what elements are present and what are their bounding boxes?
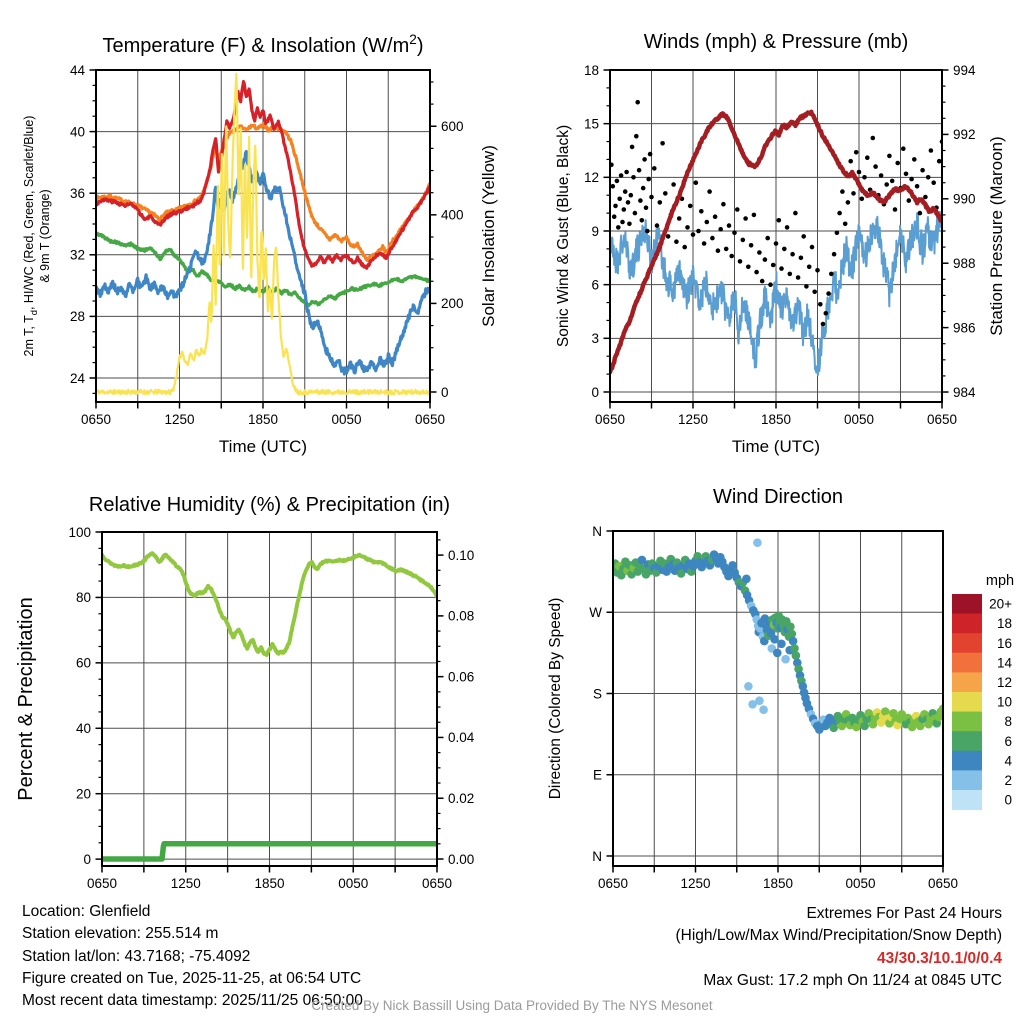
winds-pressure-layers [609,100,944,375]
svg-text:0.00: 0.00 [448,851,475,867]
svg-text:44: 44 [69,62,85,78]
svg-text:1250: 1250 [677,412,709,427]
station-location: Location: Glenfield [22,903,151,920]
svg-text:0650: 0650 [421,876,453,891]
svg-text:E: E [592,767,602,783]
svg-text:28: 28 [69,309,85,325]
svg-text:200: 200 [441,296,464,312]
humidity-precip-y-axis-label: Percent & Precipitation [15,597,37,801]
svg-text:0.08: 0.08 [448,608,475,624]
station-info [22,901,363,1012]
svg-text:60: 60 [75,655,91,671]
svg-text:600: 600 [441,119,464,135]
svg-text:0.04: 0.04 [448,730,475,746]
svg-text:0650: 0650 [927,876,959,891]
max-gust: Max Gust: 17.2 mph On 11/24 at 0845 UTC [703,971,1002,989]
svg-text:15: 15 [583,116,599,132]
svg-text:0650: 0650 [926,412,958,427]
svg-text:1850: 1850 [762,876,794,891]
svg-text:N: N [592,523,602,539]
svg-text:3: 3 [591,331,599,347]
svg-text:0050: 0050 [843,412,875,427]
svg-text:24: 24 [69,370,85,386]
svg-text:984: 984 [953,384,976,400]
speed-colorbar [952,573,1014,810]
svg-text:0650: 0650 [594,412,626,427]
humidity-precip-title: Relative Humidity (%) & Precipitation (in) [88,494,451,516]
recent-timestamp: Most recent data timestamp: 2025/11/25 06:50:00 [22,992,363,1010]
extremes-values: 43/30.3/10.1/0/0.4 [877,949,1002,967]
wind-direction-chart [512,470,1024,900]
wind-direction-title: Wind Direction [712,486,844,508]
svg-text:0650: 0650 [80,412,112,427]
svg-text:400: 400 [441,207,464,223]
station-elevation: Station elevation: 255.514 m [22,925,219,943]
temperature-insolation-y-axis-label: & 9m T (Orange) [38,189,52,283]
svg-text:36: 36 [69,185,85,201]
svg-text:0050: 0050 [845,876,876,891]
svg-text:20+: 20+ [989,596,1012,612]
svg-text:1250: 1250 [680,876,711,891]
figure-created: Figure created on Tue, 2025-11-25, at 06:54 UTC [22,969,362,987]
svg-text:0: 0 [83,851,91,867]
svg-text:12: 12 [996,675,1012,690]
svg-text:18: 18 [996,616,1012,632]
temperature-insolation-x-axis-title: Time (UTC) [218,437,308,456]
svg-text:994: 994 [953,62,976,78]
svg-text:1850: 1850 [254,876,285,891]
svg-text:988: 988 [953,256,976,272]
winds-pressure-right-axis-label: Station Pressure (Maroon) [987,136,1006,336]
svg-text:16: 16 [996,635,1012,651]
svg-text:80: 80 [75,590,91,606]
temperature-insolation-y-axis-label: 2m T, $T_d$, HI/WC (Red, Green, Scarlet/Blue) [22,115,39,357]
humidity-precip-chart [0,470,512,900]
svg-text:18: 18 [583,62,599,78]
svg-text:1850: 1850 [247,412,279,427]
svg-text:992: 992 [953,127,976,143]
svg-text:12: 12 [583,170,599,186]
svg-text:0.10: 0.10 [448,547,475,563]
extremes-title: Extremes For Past 24 Hours [806,905,1002,922]
svg-text:40: 40 [75,721,91,737]
winds-pressure-title: Winds (mph) & Pressure (mb) [643,31,909,53]
station-latlon: Station lat/lon: 43.7168; -75.4092 [22,947,251,965]
wind-direction-y-axis-label: Direction (Colored By Speed) [547,597,564,800]
svg-text:0: 0 [1004,792,1012,808]
svg-text:9: 9 [591,223,599,239]
svg-text:0650: 0650 [597,876,629,891]
svg-text:0650: 0650 [86,876,118,891]
svg-text:2: 2 [1004,773,1012,788]
svg-text:14: 14 [996,655,1012,671]
svg-text:20: 20 [75,786,91,802]
svg-text:1850: 1850 [760,412,792,427]
svg-text:N: N [592,848,602,864]
svg-text:0.02: 0.02 [448,791,475,807]
svg-text:4: 4 [1004,753,1012,769]
temperature-insolation-chart [0,0,512,470]
svg-text:0650: 0650 [414,412,446,427]
svg-text:986: 986 [953,320,976,336]
svg-text:0050: 0050 [331,412,362,427]
temperature-insolation-right-axis-label: Solar Insolation (Yellow) [479,145,498,327]
svg-text:990: 990 [953,191,976,207]
svg-text:W: W [589,605,602,621]
svg-text:1250: 1250 [170,876,201,891]
svg-text:0.06: 0.06 [448,669,475,685]
svg-text:S: S [592,686,602,702]
extremes-block [442,903,1002,992]
winds-pressure-chart [512,0,1024,470]
svg-text:100: 100 [68,524,91,540]
svg-text:40: 40 [69,124,85,140]
winds-pressure-y-axis-label: Sonic Wind & Gust (Blue, Black) [555,124,572,348]
extremes-subtitle: (High/Low/Max Wind/Precipitation/Snow Depth) [675,927,1002,945]
winds-pressure-x-axis-title: Time (UTC) [731,437,821,456]
svg-text:mph: mph [985,573,1015,589]
svg-text:1250: 1250 [164,412,195,427]
svg-text:0: 0 [441,384,449,400]
credit-line: Created By Nick Bassill Using Data Provided By The NYS Mesonet [311,998,713,1013]
svg-text:0: 0 [591,384,599,400]
svg-text:6: 6 [1004,733,1012,749]
svg-text:6: 6 [591,277,599,293]
temperature-insolation-title: Temperature (F) & Insolation $(W/m^2)$ [102,32,424,57]
svg-text:10: 10 [996,694,1012,710]
svg-text:32: 32 [69,247,85,263]
svg-text:0050: 0050 [338,876,369,891]
svg-text:8: 8 [1004,714,1012,730]
